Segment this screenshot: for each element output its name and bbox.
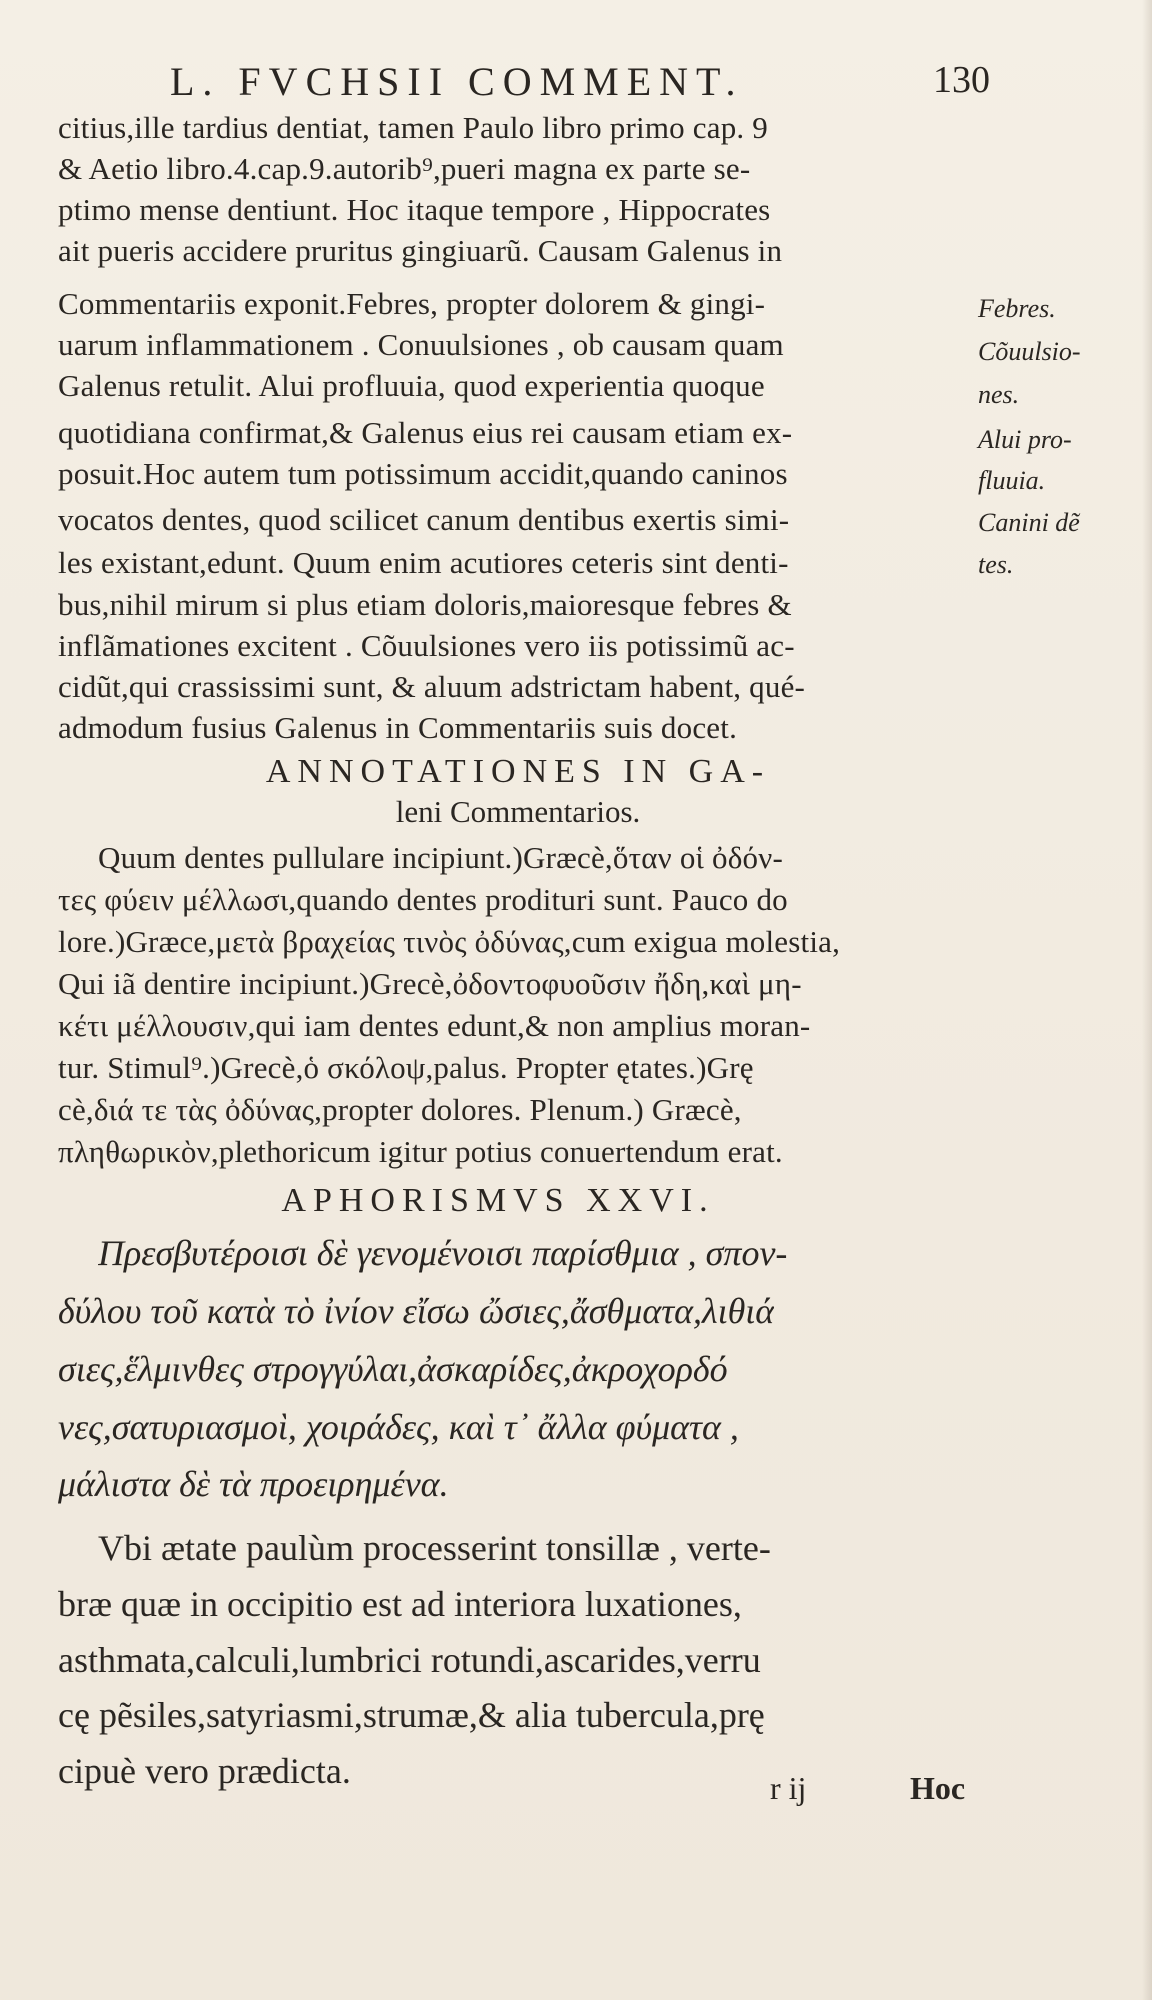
annotation-line: Qui iã dentire incipiunt.)Grecè,ὀδοντοφυοῦσιν ἤδη,καὶ μη- [58,966,802,1001]
aphorism-latin-line: cę pẽsiles,satyriasmi,strumæ,& alia tubercula,prę [58,1695,765,1735]
aphorism-greek-line: Πρεσβυτέροισι δὲ γενομένοισι παρίσθμια , σπον- [98,1233,788,1273]
aphorism-latin-line: cipuè vero prædicta. [58,1751,351,1791]
body-line: Galenus retulit. Alui profluuia, quod experientia quoque [58,368,765,403]
annotation-line: πληθωρικὸν,plethoricum igitur potius conuertendum erat. [58,1134,783,1169]
annotation-line: Quum dentes pullulare incipiunt.)Græcè,ὅταν οἱ ὀδόν- [98,840,783,875]
margin-note: Cõuulsio- [978,337,1081,366]
aphorism-heading: APHORISMVS XXVI. [281,1182,715,1219]
aphorism-greek-line: σιες,ἕλμινθες στρογγύλαι,ἀσκαρίδες,ἀκροχορδό [58,1349,728,1389]
margin-note: tes. [978,550,1014,579]
signature-mark: r ij [770,1770,807,1806]
annotation-line: τες φύειν μέλλωσι,quando dentes prodituri sunt. Pauco do [58,882,788,917]
body-line: les existant,edunt. Quum enim acutiores ceteris sint denti- [58,545,789,580]
main-text-column [58,0,978,2000]
margin-note: Alui pro- [978,425,1072,454]
body-line: cidũt,qui crassissimi sunt, & aluum adstrictam habent, qué- [58,669,806,704]
annotation-line: lore.)Græce,μετὰ βραχείας τινὸς ὀδύνας,cum exigua molestia, [58,924,841,959]
aphorism-latin-line: bræ quæ in occipitio est ad interiora luxationes, [58,1584,742,1624]
margin-note: Febres. [978,294,1056,323]
folio-number: 130 [933,59,990,101]
margin-note: nes. [978,380,1020,409]
aphorism-greek-line: δύλου τοῦ κατὰ τὸ ἰνίον εἴσω ὤσιες,ἄσθματα,λιθιά [58,1291,775,1331]
annotation-line: cè,διά τε τὰς ὀδύνας,propter dolores. Plenum.) Græcè, [58,1092,742,1127]
aphorism-greek-line: μάλιστα δὲ τὰ προειρημένα. [58,1464,449,1504]
body-line: ait pueris accidere pruritus gingiuarũ. Causam Galenus in [58,233,783,268]
margin-note: Canini dẽ [978,508,1080,537]
aphorism-latin-line: Vbi ætate paulùm processerint tonsillæ , verte- [98,1528,771,1568]
body-line: quotidiana confirmat,& Galenus eius rei causam etiam ex- [58,415,793,450]
body-line: inflãmationes excitent . Cõuulsiones vero iis potissimũ ac- [58,628,795,663]
margin-note: fluuia. [978,466,1046,495]
body-line: ptimo mense dentiunt. Hoc itaque tempore , Hippocrates [58,192,771,227]
body-line: posuit.Hoc autem tum potissimum accidit,quando caninos [58,456,788,491]
body-line: vocatos dentes, quod scilicet canum dentibus exertis simi- [58,502,790,537]
aphorism-latin-line: asthmata,calculi,lumbrici rotundi,ascarides,verru [58,1640,761,1680]
body-line: uarum inflammationem . Conuulsiones , ob causam quam [58,327,784,362]
body-line: Commentariis exponit.Febres, propter dolorem & gingi- [58,286,766,321]
aphorism-greek-line: νες,σατυριασμοὶ, χοιράδες, καὶ τ᾽ ἄλλα φύματα , [58,1407,739,1447]
body-line: & Aetio libro.4.cap.9.autorib⁹,pueri magna ex parte se- [58,151,751,186]
running-title: L. FVCHSII COMMENT. [170,59,744,104]
body-line: bus,nihil mirum si plus etiam doloris,maioresque febres & [58,587,792,622]
annotations-heading: ANNOTATIONES IN GA- [265,753,771,790]
annotation-line: tur. Stimul⁹.)Grecè,ὁ σκόλοψ,palus. Propter ętates.)Grę [58,1050,754,1085]
page-edge-shadow [1142,0,1152,2000]
body-line: admodum fusius Galenus in Commentariis suis docet. [58,710,738,745]
body-line: citius,ille tardius dentiat, tamen Paulo libro primo cap. 9 [58,110,769,145]
catchword: Hoc [910,1770,966,1806]
annotation-line: κέτι μέλλουσιν,qui iam dentes edunt,& non amplius moran- [58,1008,811,1043]
annotations-subheading: leni Commentarios. [395,794,641,829]
